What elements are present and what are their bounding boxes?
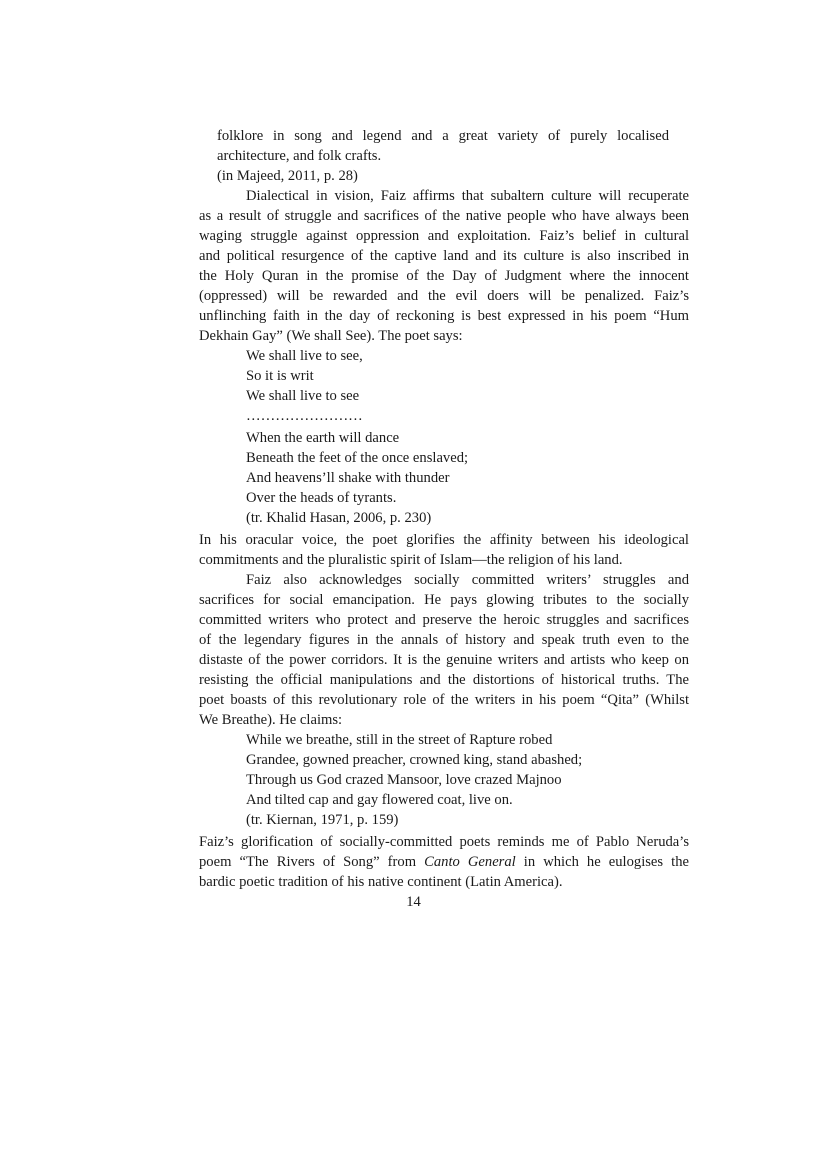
verse-line: Beneath the feet of the once enslaved; — [246, 450, 469, 466]
paragraph-line: sacrifices for social emancipation. He pays glowing tributes to the socially — [199, 592, 689, 608]
verse-line: We shall live to see, — [246, 348, 363, 364]
verse-ellipsis: …………………… — [246, 408, 363, 424]
paragraph-line: commitments and the pluralistic spirit of Islam—the religion of his land. — [199, 552, 623, 568]
paragraph-line: Faiz’s glorification of socially-committed poets reminds me of Pablo Neruda’s — [199, 834, 689, 850]
quote-line: architecture, and folk crafts. — [217, 148, 382, 164]
paragraph-line: In his oracular voice, the poet glorifies the affinity between his ideological — [199, 532, 689, 548]
verse-line: While we breathe, still in the street of Rapture robed — [246, 732, 553, 748]
verse-line: Over the heads of tyrants. — [246, 490, 397, 506]
paragraph-line: bardic poetic tradition of his native continent (Latin America). — [199, 874, 563, 890]
paragraph-text: poem “The Rivers of Song” from — [199, 854, 425, 870]
paragraph-line: (oppressed) will be rewarded and the evil doers will be penalized. Faiz’s — [199, 288, 689, 304]
paragraph-line: We Breathe). He claims: — [199, 712, 343, 728]
verse-line: Grandee, gowned preacher, crowned king, stand abashed; — [246, 752, 583, 768]
paragraph-line: Dialectical in vision, Faiz affirms that subaltern culture will recuperate — [246, 188, 689, 204]
paragraph-text: in which he eulogises the — [515, 854, 689, 870]
paragraph-line: distaste of the power corridors. It is the genuine writers and artists who keep on — [199, 652, 689, 668]
verse-line: We shall live to see — [246, 388, 360, 404]
paragraph-line: resisting the official manipulations and the distortions of historical truths. The — [199, 672, 689, 688]
verse-line: Through us God crazed Mansoor, love crazed Majnoo — [246, 772, 562, 788]
paragraph-line: waging struggle against oppression and exploitation. Faiz’s belief in cultural — [199, 228, 689, 244]
paragraph-line: unflinching faith in the day of reckoning is best expressed in his poem “Hum — [199, 308, 689, 324]
paragraph-line: poet boasts of this revolutionary role of the writers in his poem “Qita” (Whilst — [199, 692, 689, 708]
quote-line: folklore in song and legend and a great variety of purely localised — [217, 128, 669, 144]
paragraph-line: as a result of struggle and sacrifices of the native people who have always been — [199, 208, 689, 224]
paragraph-line: committed writers who protect and preserve the heroic struggles and sacrifices — [199, 612, 689, 628]
verse-line: And heavens’ll shake with thunder — [246, 470, 450, 486]
paragraph-line: the Holy Quran in the promise of the Day of Judgment where the innocent — [199, 268, 689, 284]
verse-line: And tilted cap and gay flowered coat, live on. — [246, 792, 513, 808]
paragraph-line: and political resurgence of the captive land and its culture is also inscribed in — [199, 248, 689, 264]
paragraph-line: Faiz also acknowledges socially committed writers’ struggles and — [246, 572, 689, 588]
quote-citation: (in Majeed, 2011, p. 28) — [217, 168, 358, 184]
page-number: 14 — [406, 894, 421, 910]
paragraph-line: of the legendary figures in the annals of history and speak truth even to the — [199, 632, 689, 648]
verse-line: When the earth will dance — [246, 430, 400, 446]
book-title: Canto General — [424, 854, 516, 870]
verse-citation: (tr. Khalid Hasan, 2006, p. 230) — [246, 510, 432, 526]
paragraph-line — [199, 852, 689, 872]
paragraph-line: Dekhain Gay” (We shall See). The poet says: — [199, 328, 463, 344]
verse-citation: (tr. Kiernan, 1971, p. 159) — [246, 812, 399, 828]
verse-line: So it is writ — [246, 368, 314, 384]
